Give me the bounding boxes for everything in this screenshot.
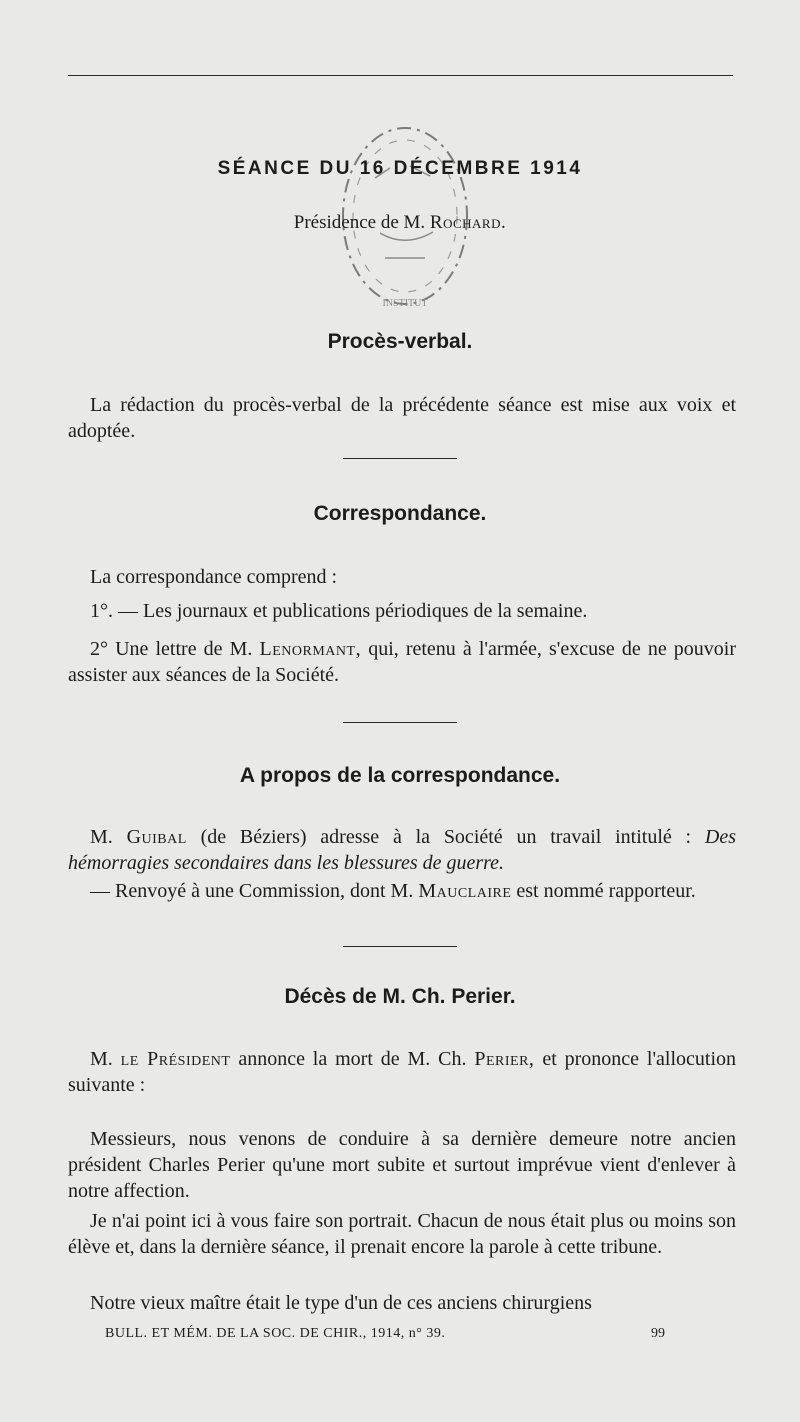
- deces-paragraph-4: Notre vieux maître était le type d'un de ces anciens chirurgiens: [90, 1292, 592, 1314]
- presidence-prefix: Présidence de M.: [293, 212, 426, 233]
- correspondance-intro: La correspondance comprend :: [90, 566, 338, 588]
- a-propos-paragraph-2: [68, 878, 736, 904]
- president-name: Rochard.: [429, 212, 507, 233]
- deces-paragraph-2: Messieurs, nous venons de conduire à sa dernière demeure notre ancien président Charles Perier qu'une mort subite et surtout imprévue vient d'enlever à notre affection.: [68, 1128, 736, 1202]
- seance-title: SÉANCE DU 16 DÉCEMBRE 1914: [217, 158, 583, 179]
- a-propos-paragraph-1: [68, 824, 736, 876]
- correspondance-item-1: 1°. — Les journaux et publications périodiques de la semaine.: [90, 600, 588, 622]
- section-rule: [343, 946, 457, 947]
- section-rule: [343, 458, 457, 459]
- item2-prefix: 2° Une lettre de M.: [90, 638, 253, 660]
- deces-p1-name: le Président: [120, 1048, 231, 1070]
- p2-name: Mauclaire: [418, 880, 512, 902]
- work-title: Des hémorragies secondaires dans les blessures de guerre.: [68, 826, 736, 874]
- heading-a-propos: A propos de la correspondance.: [239, 764, 561, 787]
- stamp-lettering: INSTITUT: [382, 298, 428, 309]
- page-footer: [105, 1326, 665, 1342]
- p1-prefix: M.: [90, 826, 113, 848]
- deces-p1-prefix: M.: [90, 1048, 113, 1070]
- deces-p1-mid: annonce la mort de M. Ch.: [238, 1048, 467, 1070]
- section-rule: [343, 722, 457, 723]
- heading-proces-verbal: Procès-verbal.: [327, 330, 473, 353]
- deces-paragraph-1: [68, 1046, 736, 1098]
- heading-deces: Décès de M. Ch. Perier.: [284, 985, 516, 1008]
- footer-citation: BULL. ET MÉM. DE LA SOC. DE CHIR., 1914, n° 39.: [105, 1326, 446, 1341]
- p2-rest: est nommé rapporteur.: [516, 880, 696, 902]
- p2-prefix: — Renvoyé à une Commission, dont M.: [90, 880, 414, 902]
- page-number: 99: [651, 1326, 665, 1341]
- item2-name: Lenormant,: [259, 638, 362, 660]
- top-rule: [68, 75, 733, 76]
- deces-p1-rest: et prononce l'allocution suivante :: [68, 1048, 737, 1096]
- deces-paragraph-3: Je n'ai point ici à vous faire son portrait. Chacun de nous était plus ou moins son élève et, dans la dernière séance, il prenait encore la parole à cette tribune.: [68, 1210, 736, 1258]
- item2-rest: qui, retenu à l'armée, s'excuse de ne pouvoir assister aux séances de la Société.: [68, 638, 737, 686]
- proces-verbal-text: La rédaction du procès-verbal de la précédente séance est mise aux voix et adoptée.: [68, 394, 736, 442]
- p1-rest: (de Béziers) adresse à la Société un travail intitulé :: [200, 826, 692, 848]
- p1-name: Guibal: [126, 826, 187, 848]
- presidence-line: [0, 212, 800, 234]
- correspondance-item-2: [68, 636, 736, 688]
- heading-correspondance: Correspondance.: [313, 502, 487, 525]
- deces-p1-name2: Perier,: [474, 1048, 535, 1070]
